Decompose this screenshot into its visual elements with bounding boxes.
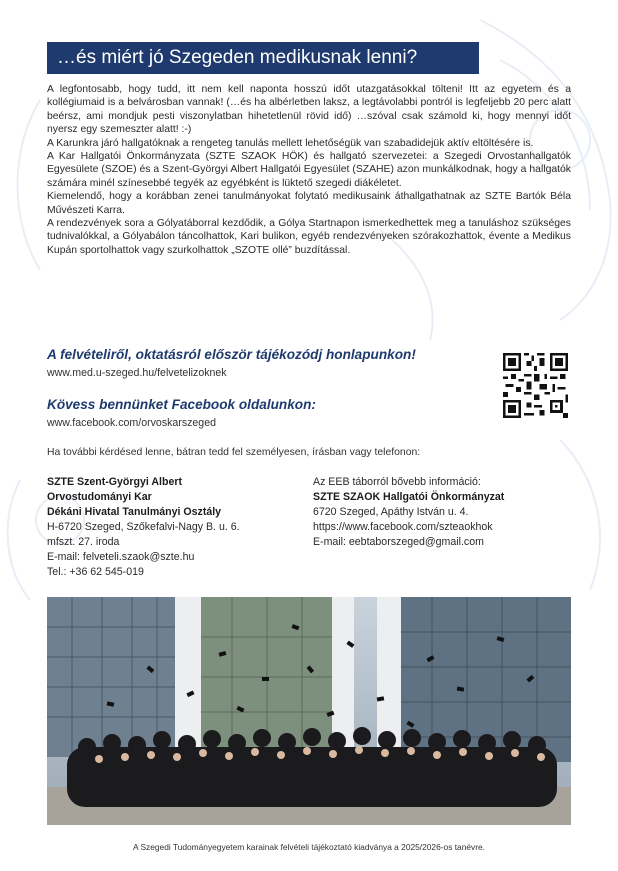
camp-info-intro: Az EEB táborról bővebb információ: <box>313 476 481 488</box>
org-name: Orvostudományi Kar <box>47 491 152 503</box>
facebook-link[interactable]: www.facebook.com/orvoskarszeged <box>47 417 216 429</box>
graduation-photo <box>47 597 571 825</box>
website-heading: A felvételiről, oktatásról először tájékozódj honlapunkon! <box>47 347 416 362</box>
facebook-link[interactable]: https://www.facebook.com/szteaokhok <box>313 521 493 533</box>
intro-paragraph: A legfontosabb, hogy tudd, itt nem kell naponta hosszú időt utazgatásokkal tölteni! Itt az egyetem és a kollégiumaid is a belvárosban vannak! (…és ha albérletben laksz, a legtávolabbi pontról is legfeljebb 20 perc alatt beérsz, ami mondjuk pesti viszonylatban hihetetlenül rövid idő) …szóval csak számold ki, hogy mennyi időt nyersz egy szemeszter alatt! :-) <box>47 84 571 136</box>
contact-block-faculty <box>47 475 297 580</box>
email[interactable]: E-mail: felveteli.szaok@szte.hu <box>47 551 195 563</box>
intro-paragraph: A rendezvények sora a Gólyatáborral kezdődik, a Gólya Startnapon ismerkedhettek meg a tanuláshoz szükséges tudnivalókkal, a Gólyabálon táncolhattok, Kari bulikon, egyéb rendezvényeken szórakozhattok, évente a Medikus Kupán sportolhattok vagy szurkolhattok „SZOTE ollé” buzdítással. <box>47 218 571 256</box>
phone[interactable]: Tel.: +36 62 545-019 <box>47 566 144 578</box>
contact-intro: Ha további kérdésed lenne, bátran tedd fel személyesen, írásban vagy telefonon: <box>47 447 421 458</box>
facebook-heading: Kövess bennünket Facebook oldalunkon: <box>47 397 316 412</box>
org-department: Dékáni Hivatal Tanulmányi Osztály <box>47 506 222 518</box>
org-name: SZTE Szent-Györgyi Albert <box>47 476 182 488</box>
intro-paragraph: Kiemelendő, hogy a korábban zenei tanulmányokat folytató medikusaink áthallgathatnak az SZTE Bartók Béla Művészeti Karra. <box>47 191 571 216</box>
intro-paragraph: A Karunkra járó hallgatóknak a rengeteg tanulás mellett lehetőségük van szabadidejük aktív eltöltésére is. <box>47 137 534 149</box>
qr-code-icon[interactable] <box>503 353 568 418</box>
office: mfszt. 27. iroda <box>47 536 120 548</box>
intro-paragraph: A Kar Hallgatói Önkormányzata (SZTE SZAOK HÖK) és hallgató szervezetei: a Szegedi Orvostanhallgatók Egyesülete (SZOE) és a Szent-Györgyi Albert Hallgatói Egyesület (SZAHE) azon munkálkodnak, hogy a hallgatók számára minél színesebbé tegyék az egyébként is lüktető szegedi diákéletet. <box>47 151 571 189</box>
address: 6720 Szeged, Apáthy István u. 4. <box>313 506 469 518</box>
intro-text <box>47 83 571 257</box>
contact-block-hok <box>313 475 573 550</box>
website-link[interactable]: www.med.u-szeged.hu/felvetelizoknek <box>47 367 227 379</box>
footer-note: A Szegedi Tudományegyetem karainak felvételi tájékoztató kiadványa a 2025/2026-os tanévre. <box>133 842 485 852</box>
org-name: SZTE SZAOK Hallgatói Önkormányzat <box>313 491 505 503</box>
address: H-6720 Szeged, Szőkefalvi-Nagy B. u. 6. <box>47 521 240 533</box>
email[interactable]: E-mail: eebtaborszeged@gmail.com <box>313 536 484 548</box>
page-title: …és miért jó Szegeden medikusnak lenni? <box>47 42 479 74</box>
